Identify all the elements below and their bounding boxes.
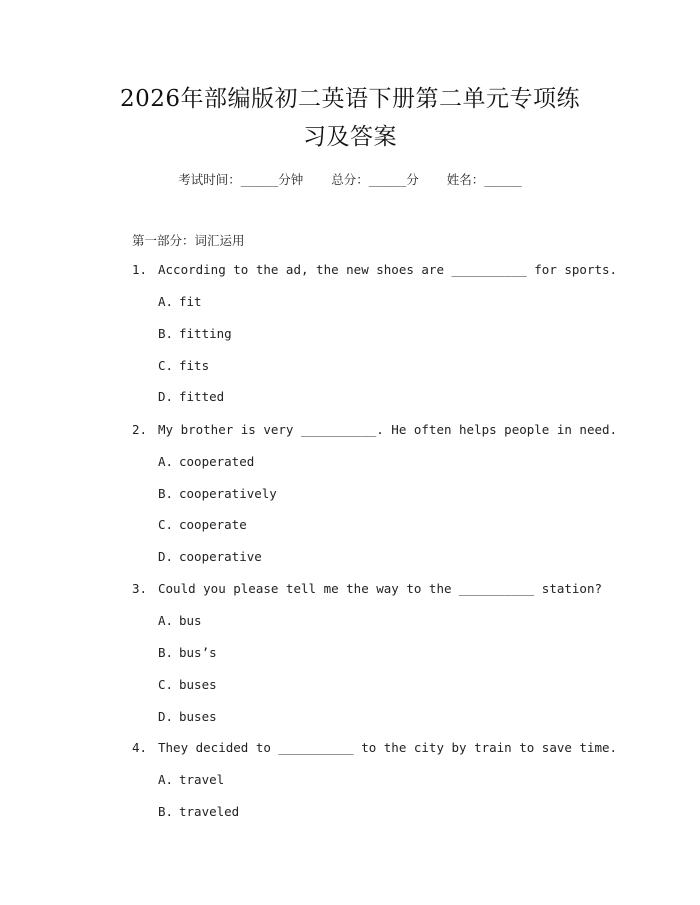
title-line-2: 习及答案 — [303, 124, 397, 150]
document-title — [60, 80, 640, 156]
option-2a — [158, 454, 254, 469]
question-number: 1. — [132, 262, 148, 277]
option-text: buses — [179, 677, 217, 692]
option-3c — [158, 677, 217, 692]
option-letter: A. — [158, 294, 174, 309]
exam-time-field: 考试时间：______分钟 — [178, 172, 304, 187]
question-number: 3. — [132, 581, 148, 596]
option-text: buses — [179, 709, 217, 724]
option-3b — [158, 645, 217, 660]
option-text: fitting — [179, 326, 232, 341]
option-text: bus — [179, 613, 202, 628]
option-letter: A. — [158, 454, 174, 469]
option-letter: D. — [158, 389, 174, 404]
question-number: 2. — [132, 422, 148, 437]
option-letter: B. — [158, 486, 174, 501]
exam-meta — [0, 170, 700, 188]
option-letter: B. — [158, 804, 174, 819]
question-text: Could you please tell me the way to the __________ station? — [158, 581, 603, 596]
question-text: They decided to __________ to the city by train to save time. — [158, 740, 618, 755]
option-text: bus’s — [179, 645, 217, 660]
question-3 — [132, 581, 602, 596]
option-letter: A. — [158, 613, 174, 628]
option-text: cooperate — [179, 517, 247, 532]
option-text: travel — [179, 772, 225, 787]
option-letter: C. — [158, 677, 174, 692]
option-2b — [158, 486, 277, 501]
option-3d — [158, 709, 217, 724]
option-3a — [158, 613, 202, 628]
option-text: fitted — [179, 389, 225, 404]
question-1 — [132, 262, 617, 277]
option-letter: D. — [158, 709, 174, 724]
option-1a — [158, 294, 202, 309]
option-1d — [158, 389, 224, 404]
question-2 — [132, 422, 617, 437]
option-letter: A. — [158, 772, 174, 787]
option-4b — [158, 804, 239, 819]
question-4 — [132, 740, 617, 755]
option-text: cooperative — [179, 549, 262, 564]
question-number: 4. — [132, 740, 148, 755]
question-text: According to the ad, the new shoes are __________ for sports. — [158, 262, 618, 277]
option-letter: C. — [158, 517, 174, 532]
option-letter: D. — [158, 549, 174, 564]
option-4a — [158, 772, 224, 787]
option-text: cooperated — [179, 454, 255, 469]
total-score-field: 总分：______分 — [331, 172, 419, 187]
option-letter: B. — [158, 326, 174, 341]
option-2d — [158, 549, 262, 564]
option-text: cooperatively — [179, 486, 277, 501]
option-1b — [158, 326, 232, 341]
option-2c — [158, 517, 247, 532]
name-field: 姓名：______ — [446, 172, 522, 187]
option-text: fits — [179, 358, 210, 373]
option-letter: C. — [158, 358, 174, 373]
section-title: 第一部分：词汇运用 — [132, 233, 245, 248]
option-letter: B. — [158, 645, 174, 660]
option-text: fit — [179, 294, 202, 309]
question-text: My brother is very __________. He often helps people in need. — [158, 422, 618, 437]
title-line-1: 2026年部编版初二英语下册第二单元专项练 — [119, 86, 581, 112]
option-1c — [158, 358, 209, 373]
option-text: traveled — [179, 804, 240, 819]
